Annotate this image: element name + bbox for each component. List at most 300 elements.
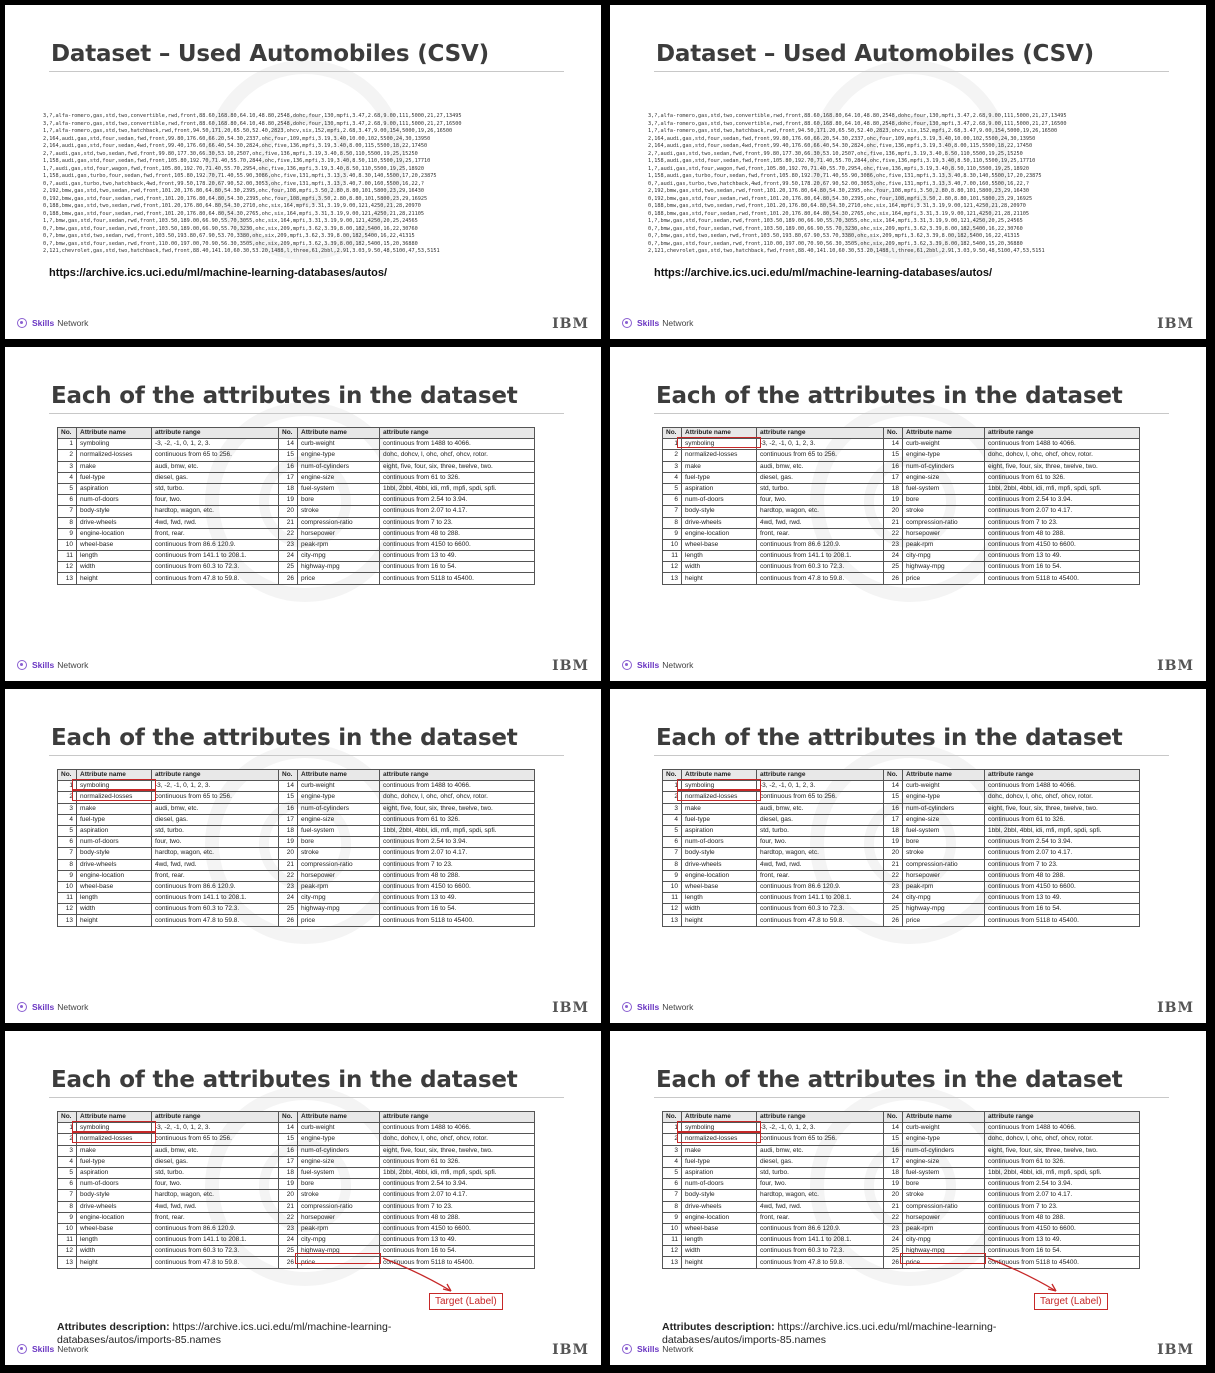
dataset-url[interactable]: https://archive.ics.uci.edu/ml/machine-learning-databases/autos/: [654, 267, 993, 279]
table-cell: peak-rpm: [298, 539, 380, 550]
table-cell: 7: [663, 506, 682, 517]
table-cell: horsepower: [903, 1212, 985, 1223]
table-cell: 10: [58, 1223, 77, 1234]
table-cell: continuous from 48 to 288.: [380, 1212, 535, 1223]
table-cell: 19: [884, 495, 903, 506]
table-cell: 16: [279, 1145, 298, 1156]
table-cell: 4wd, fwd, rwd.: [757, 1201, 884, 1212]
highlight-box: [72, 1132, 156, 1143]
table-cell: continuous from 60.3 to 72.3.: [152, 1246, 279, 1257]
table-cell: wheel-base: [77, 1223, 152, 1234]
table-cell: curb-weight: [298, 781, 380, 792]
table-cell: 15: [884, 792, 903, 803]
table-cell: continuous from 2.54 to 3.94.: [985, 495, 1140, 506]
table-row: [58, 870, 535, 881]
table-cell: continuous from 47.8 to 59.8.: [152, 1257, 279, 1268]
table-cell: symboling: [682, 1123, 757, 1134]
table-cell: 4: [663, 472, 682, 483]
table-cell: continuous from 61 to 326.: [380, 814, 535, 825]
table-cell: continuous from 4150 to 6600.: [985, 1223, 1140, 1234]
brand-rest: Network: [57, 1002, 89, 1012]
table-cell: engine-type: [298, 450, 380, 461]
table-cell: num-of-doors: [682, 837, 757, 848]
table-row: [663, 461, 1140, 472]
brand-bold: Skills: [637, 660, 660, 670]
ibm-logo: IBM: [552, 1342, 589, 1358]
description-label: Attributes description:: [662, 1321, 775, 1333]
table-row: [663, 562, 1140, 573]
brand-rest: Network: [662, 1002, 694, 1012]
table-cell: 12: [58, 562, 77, 573]
table-cell: 7: [58, 506, 77, 517]
table-cell: curb-weight: [298, 439, 380, 450]
table-cell: 1: [663, 1123, 682, 1134]
table-cell: stroke: [298, 1190, 380, 1201]
table-cell: symboling: [682, 781, 757, 792]
table-cell: continuous from 141.1 to 208.1.: [757, 893, 884, 904]
table-cell: diesel, gas.: [152, 472, 279, 483]
table-cell: std, turbo.: [757, 483, 884, 494]
skills-network-logo-icon: [17, 1002, 27, 1012]
table-cell: continuous from 1488 to 4066.: [380, 1123, 535, 1134]
table-cell: 6: [663, 837, 682, 848]
table-cell: bore: [298, 837, 380, 848]
table-cell: 9: [58, 1212, 77, 1223]
column-header: No.: [279, 1112, 298, 1123]
table-cell: continuous from 16 to 54.: [985, 562, 1140, 573]
title-rule: [49, 413, 564, 414]
table-cell: 11: [663, 1235, 682, 1246]
table-cell: fuel-system: [903, 825, 985, 836]
table-cell: peak-rpm: [903, 881, 985, 892]
table-cell: body-style: [682, 1190, 757, 1201]
table-cell: continuous from 86.6 120.9.: [152, 539, 279, 550]
table-cell: four, two.: [757, 837, 884, 848]
table-cell: make: [682, 461, 757, 472]
column-header: No.: [884, 770, 903, 781]
table-cell: dohc, dohcv, l, ohc, ohcf, ohcv, rotor.: [985, 1134, 1140, 1145]
table-cell: 1: [663, 781, 682, 792]
table-cell: 4: [58, 1156, 77, 1167]
table-cell: 24: [279, 551, 298, 562]
table-cell: continuous from 61 to 326.: [380, 472, 535, 483]
table-cell: num-of-doors: [77, 495, 152, 506]
table-cell: price: [298, 573, 380, 584]
table-cell: make: [77, 803, 152, 814]
column-header: attribute range: [985, 770, 1140, 781]
skills-network-brand: [17, 660, 88, 670]
table-row: [58, 573, 535, 584]
csv-sample: 3,?,alfa-romero,gas,std,two,convertible,rwd,front,88.60,168.80,64.10,48.80,2548,dohc,four,130,mpfi,3.47,2.68,9.00,111,5000,21,27,13495 3,?,alfa-romero,gas,std,two,convertible,rwd,front,88.60,168.80,64.10,48.80,2548,dohc,four,130,mpfi,3.47,2.68,9.00,111,5000,21,27,16500 1,?,alfa-romero,gas,std,two,hatchback,rwd,front,94.50,171.20,65.50,52.40,2823,ohcv,six,152,mpfi,2.68,3.47,9.00,154,5000,19,26,16500 2,164,audi,gas,std,four,sedan,fwd,front,99.80,176.60,66.20,54.30,2337,ohc,four,109,mpfi,3.19,3.40,10.00,102,5500,24,30,13950 2,164,audi,gas,std,four,sedan,4wd,front,99.40,176.60,66.40,54.30,2824,ohc,five,136,mpfi,3.19,3.40,8.00,115,5500,18,22,17450 2,?,audi,gas,std,two,sedan,fwd,front,99.80,177.30,66.30,53.10,2507,ohc,five,136,mpfi,3.19,3.40,8.50,110,5500,19,25,15250 1,158,audi,gas,std,four,sedan,fwd,front,105.80,192.70,71.40,55.70,2844,ohc,five,136,mpfi,3.19,3.40,8.50,110,5500,19,25,17710 1,?,audi,gas,std,four,wagon,fwd,front,105.80,192.70,71.40,55.70,2954,ohc,five,136,mpfi,3.19,3.40,8.50,110,5500,19,25,18920 1,158,audi,gas,turbo,four,sedan,fwd,front,105.80,192.70,71.40,55.90,3086,ohc,five,131,mpfi,3.13,3.40,8.30,140,5500,17,20,23875 0,?,audi,gas,turbo,two,hatchback,4wd,front,99.50,178.20,67.90,52.00,3053,ohc,five,131,mpfi,3.13,3.40,7.00,160,5500,16,22,? 2,192,bmw,gas,std,two,sedan,rwd,front,101.20,176.80,64.80,54.30,2395,ohc,four,108,mpfi,3.50,2.80,8.80,101,5800,23,29,16430 0,192,bmw,gas,std,four,sedan,rwd,front,101.20,176.80,64.80,54.30,2395,ohc,four,108,mpfi,3.50,2.80,8.80,101,5800,23,29,16925 0,188,bmw,gas,std,two,sedan,rwd,front,101.20,176.80,64.80,54.30,2710,ohc,six,164,mpfi,3.31,3.19,9.00,121,4250,21,28,20970 0,188,bmw,gas,std,four,sedan,rwd,front,101.20,176.80,64.80,54.30,2765,ohc,six,164,mpfi,3.31,3.19,9.00,121,4250,21,28,21105 1,?,bmw,gas,std,four,sedan,rwd,front,103.50,189.00,66.90,55.70,3055,ohc,six,164,mpfi,3.31,3.19,9.00,121,4250,20,25,24565 0,?,bmw,gas,std,four,sedan,rwd,front,103.50,189.00,66.90,55.70,3230,ohc,six,209,mpfi,3.62,3.39,8.00,182,5400,16,22,30760 0,?,bmw,gas,std,two,sedan,rwd,front,103.50,193.80,67.90,53.70,3380,ohc,six,209,mpfi,3.62,3.39,8.00,182,5400,16,22,41315 0,?,bmw,gas,std,four,sedan,rwd,front,110.00,197.00,70.90,56.30,3505,ohc,six,209,mpfi,3.62,3.39,8.00,182,5400,15,20,36880 2,121,chevrolet,gas,std,two,hatchback,fwd,front,88.40,141.10,60.30,53.20,1488,l,three,61,2bbl,2.91,3.03,9.50,48,5100,47,53,5151: [43, 113, 462, 254]
table-cell: fuel-system: [298, 825, 380, 836]
table-cell: 11: [663, 551, 682, 562]
table-cell: continuous from 7 to 23.: [985, 517, 1140, 528]
table-cell: 19: [279, 837, 298, 848]
table-cell: highway-mpg: [298, 1246, 380, 1257]
table-cell: 12: [663, 904, 682, 915]
table-cell: 12: [58, 1246, 77, 1257]
table-cell: continuous from 86.6 120.9.: [757, 539, 884, 550]
table-cell: engine-size: [903, 1156, 985, 1167]
table-cell: 25: [279, 1246, 298, 1257]
table-cell: 1bbl, 2bbl, 4bbl, idi, mfi, mpfi, spdi, spfi.: [985, 483, 1140, 494]
table-header-row: [58, 428, 535, 439]
table-cell: four, two.: [757, 1179, 884, 1190]
table-cell: height: [682, 573, 757, 584]
table-cell: dohc, dohcv, l, ohc, ohcf, ohcv, rotor.: [985, 792, 1140, 803]
table-cell: 13: [58, 573, 77, 584]
table-cell: fuel-type: [682, 814, 757, 825]
table-cell: bore: [298, 495, 380, 506]
table-cell: 7: [663, 848, 682, 859]
slide-3: [5, 347, 601, 681]
table-row: [58, 1156, 535, 1167]
table-cell: four, two.: [757, 495, 884, 506]
target-label-box: Target (Label): [429, 1293, 503, 1310]
table-cell: 20: [884, 1190, 903, 1201]
table-cell: 1: [58, 1123, 77, 1134]
ibm-logo: IBM: [1157, 1342, 1194, 1358]
title-rule: [654, 413, 1169, 414]
table-cell: continuous from 4150 to 6600.: [380, 539, 535, 550]
table-cell: city-mpg: [903, 551, 985, 562]
table-cell: 2: [58, 450, 77, 461]
table-cell: continuous from 4150 to 6600.: [985, 881, 1140, 892]
table-row: [663, 881, 1140, 892]
table-cell: compression-ratio: [298, 1201, 380, 1212]
table-cell: 18: [884, 1167, 903, 1178]
table-cell: 1: [58, 439, 77, 450]
table-row: [663, 814, 1140, 825]
column-header: No.: [663, 428, 682, 439]
table-cell: front, rear.: [152, 1212, 279, 1223]
table-cell: width: [682, 562, 757, 573]
table-cell: engine-size: [298, 1156, 380, 1167]
table-cell: normalized-losses: [682, 1134, 757, 1145]
table-cell: engine-type: [298, 1134, 380, 1145]
brand-bold: Skills: [637, 318, 660, 328]
table-cell: 26: [884, 915, 903, 926]
table-cell: 21: [884, 517, 903, 528]
table-cell: stroke: [298, 848, 380, 859]
table-cell: 22: [884, 870, 903, 881]
table-cell: continuous from 16 to 54.: [380, 562, 535, 573]
table-cell: 22: [884, 528, 903, 539]
table-cell: 11: [58, 1235, 77, 1246]
table-cell: continuous from 65 to 256.: [152, 1134, 279, 1145]
title-rule: [49, 71, 564, 72]
highlight-box: [72, 790, 156, 801]
table-cell: normalized-losses: [682, 792, 757, 803]
table-cell: std, turbo.: [757, 825, 884, 836]
table-cell: length: [682, 893, 757, 904]
table-cell: continuous from 5118 to 45400.: [380, 1257, 535, 1268]
table-cell: 10: [58, 881, 77, 892]
table-cell: highway-mpg: [298, 562, 380, 573]
table-cell: price: [903, 915, 985, 926]
table-cell: four, two.: [152, 837, 279, 848]
table-cell: symboling: [77, 1123, 152, 1134]
table-cell: bore: [903, 1179, 985, 1190]
table-cell: compression-ratio: [298, 517, 380, 528]
table-cell: drive-wheels: [77, 859, 152, 870]
table-cell: diesel, gas.: [757, 472, 884, 483]
table-cell: num-of-doors: [77, 1179, 152, 1190]
table-cell: symboling: [77, 439, 152, 450]
table-cell: continuous from 2.54 to 3.94.: [380, 837, 535, 848]
skills-network-logo-icon: [17, 318, 27, 328]
table-cell: 6: [663, 495, 682, 506]
table-cell: audi, bmw, etc.: [757, 1145, 884, 1156]
column-header: No.: [58, 428, 77, 439]
table-cell: 3: [58, 803, 77, 814]
table-cell: continuous from 13 to 49.: [985, 1235, 1140, 1246]
table-cell: body-style: [77, 1190, 152, 1201]
highlight-box: [677, 1121, 761, 1132]
table-cell: width: [682, 904, 757, 915]
slide-title: Each of the attributes in the dataset: [51, 725, 518, 751]
table-cell: compression-ratio: [903, 1201, 985, 1212]
description-url[interactable]: https://archive.ics.uci.edu/ml/machine-learning-databases/autos/imports-85.names: [662, 1321, 997, 1346]
table-cell: std, turbo.: [757, 1167, 884, 1178]
table-cell: 26: [884, 1257, 903, 1268]
column-header: No.: [279, 770, 298, 781]
slide-title: Dataset – Used Automobiles (CSV): [51, 41, 489, 67]
table-cell: 17: [884, 1156, 903, 1167]
table-cell: stroke: [903, 1190, 985, 1201]
brand-bold: Skills: [32, 1344, 55, 1354]
table-cell: -3, -2, -1, 0, 1, 2, 3.: [152, 439, 279, 450]
table-cell: 4: [58, 814, 77, 825]
table-cell: continuous from 5118 to 45400.: [985, 1257, 1140, 1268]
column-header: attribute range: [985, 1112, 1140, 1123]
table-cell: 13: [663, 573, 682, 584]
table-cell: 8: [663, 1201, 682, 1212]
table-cell: continuous from 65 to 256.: [757, 1134, 884, 1145]
table-cell: 6: [58, 837, 77, 848]
table-cell: continuous from 16 to 54.: [380, 1246, 535, 1257]
skills-network-brand: [622, 318, 693, 328]
table-cell: num-of-doors: [77, 837, 152, 848]
table-cell: continuous from 47.8 to 59.8.: [757, 915, 884, 926]
column-header: No.: [58, 770, 77, 781]
slide-title: Each of the attributes in the dataset: [51, 383, 518, 409]
table-cell: continuous from 7 to 23.: [985, 1201, 1140, 1212]
table-cell: 14: [884, 439, 903, 450]
slide-title: Each of the attributes in the dataset: [656, 1067, 1123, 1093]
table-cell: 8: [663, 517, 682, 528]
table-cell: 3: [663, 461, 682, 472]
table-cell: diesel, gas.: [757, 814, 884, 825]
table-cell: normalized-losses: [77, 1134, 152, 1145]
table-row: [58, 915, 535, 926]
table-cell: hardtop, wagon, etc.: [152, 506, 279, 517]
table-row: [58, 1167, 535, 1178]
skills-network-logo-icon: [17, 1344, 27, 1354]
table-cell: 18: [884, 825, 903, 836]
table-cell: 15: [884, 450, 903, 461]
table-cell: 26: [884, 573, 903, 584]
table-cell: num-of-cylinders: [903, 1145, 985, 1156]
column-header: Attribute name: [682, 1112, 757, 1123]
table-cell: 2: [58, 792, 77, 803]
table-row: [58, 904, 535, 915]
table-cell: std, turbo.: [152, 1167, 279, 1178]
brand-rest: Network: [662, 660, 694, 670]
table-row: [663, 517, 1140, 528]
table-cell: height: [682, 1257, 757, 1268]
brand-bold: Skills: [32, 1002, 55, 1012]
table-cell: num-of-cylinders: [298, 461, 380, 472]
table-cell: aspiration: [77, 1167, 152, 1178]
table-cell: 25: [279, 562, 298, 573]
table-cell: 13: [58, 1257, 77, 1268]
table-cell: continuous from 16 to 54.: [985, 1246, 1140, 1257]
brand-rest: Network: [57, 318, 89, 328]
table-cell: continuous from 86.6 120.9.: [757, 881, 884, 892]
table-row: [58, 517, 535, 528]
table-cell: horsepower: [298, 528, 380, 539]
table-cell: length: [682, 1235, 757, 1246]
table-cell: diesel, gas.: [757, 1156, 884, 1167]
table-cell: wheel-base: [682, 881, 757, 892]
table-cell: highway-mpg: [903, 562, 985, 573]
column-header: No.: [663, 1112, 682, 1123]
table-cell: continuous from 48 to 288.: [380, 870, 535, 881]
table-cell: fuel-system: [903, 1167, 985, 1178]
table-cell: price: [903, 1257, 985, 1268]
table-cell: 4wd, fwd, rwd.: [757, 517, 884, 528]
table-cell: 19: [884, 837, 903, 848]
table-cell: continuous from 65 to 256.: [152, 450, 279, 461]
skills-network-logo-icon: [622, 1344, 632, 1354]
skills-network-brand: [622, 1002, 693, 1012]
table-row: [663, 495, 1140, 506]
table-cell: 5: [663, 483, 682, 494]
slide-6: [610, 689, 1206, 1023]
column-header: Attribute name: [903, 428, 985, 439]
table-cell: continuous from 2.07 to 4.17.: [380, 506, 535, 517]
table-cell: continuous from 141.1 to 208.1.: [152, 1235, 279, 1246]
table-cell: price: [903, 573, 985, 584]
table-cell: 3: [58, 461, 77, 472]
column-header: Attribute name: [298, 428, 380, 439]
table-cell: engine-location: [77, 870, 152, 881]
table-cell: compression-ratio: [298, 859, 380, 870]
table-cell: continuous from 2.54 to 3.94.: [985, 837, 1140, 848]
column-header: Attribute name: [682, 428, 757, 439]
table-cell: bore: [903, 837, 985, 848]
table-cell: 14: [279, 781, 298, 792]
table-cell: aspiration: [682, 1167, 757, 1178]
table-cell: height: [77, 573, 152, 584]
table-cell: drive-wheels: [682, 859, 757, 870]
table-cell: city-mpg: [903, 1235, 985, 1246]
table-cell: fuel-type: [77, 472, 152, 483]
table-cell: 8: [58, 859, 77, 870]
table-row: [663, 1179, 1140, 1190]
table-cell: 22: [279, 870, 298, 881]
title-rule: [49, 1097, 564, 1098]
column-header: Attribute name: [903, 770, 985, 781]
highlight-box: [677, 779, 761, 790]
table-cell: bore: [903, 495, 985, 506]
table-row: [58, 1179, 535, 1190]
table-cell: fuel-type: [682, 472, 757, 483]
table-row: [58, 528, 535, 539]
table-cell: body-style: [77, 506, 152, 517]
table-cell: 19: [884, 1179, 903, 1190]
table-cell: 9: [663, 1212, 682, 1223]
table-cell: -3, -2, -1, 0, 1, 2, 3.: [152, 1123, 279, 1134]
table-cell: num-of-doors: [682, 495, 757, 506]
table-cell: 24: [279, 893, 298, 904]
dataset-url[interactable]: https://archive.ics.uci.edu/ml/machine-learning-databases/autos/: [49, 267, 388, 279]
table-cell: 3: [663, 1145, 682, 1156]
table-cell: continuous from 7 to 23.: [380, 1201, 535, 1212]
table-cell: body-style: [682, 506, 757, 517]
table-cell: drive-wheels: [77, 517, 152, 528]
table-cell: make: [77, 461, 152, 472]
table-cell: continuous from 2.07 to 4.17.: [985, 848, 1140, 859]
table-cell: 20: [279, 506, 298, 517]
table-row: [58, 814, 535, 825]
table-cell: engine-location: [682, 870, 757, 881]
table-cell: continuous from 1488 to 4066.: [985, 781, 1140, 792]
table-cell: continuous from 61 to 326.: [985, 814, 1140, 825]
table-cell: audi, bmw, etc.: [757, 461, 884, 472]
table-cell: 18: [279, 483, 298, 494]
column-header: Attribute name: [77, 428, 152, 439]
target-label-box: Target (Label): [1034, 1293, 1108, 1310]
highlight-box: [72, 1121, 156, 1132]
table-cell: peak-rpm: [903, 539, 985, 550]
table-cell: engine-size: [298, 472, 380, 483]
column-header: attribute range: [152, 770, 279, 781]
table-cell: peak-rpm: [298, 1223, 380, 1234]
table-cell: 18: [279, 825, 298, 836]
table-cell: engine-size: [903, 814, 985, 825]
table-cell: 16: [884, 461, 903, 472]
table-cell: continuous from 86.6 120.9.: [152, 881, 279, 892]
table-cell: continuous from 16 to 54.: [985, 904, 1140, 915]
table-cell: continuous from 47.8 to 59.8.: [757, 1257, 884, 1268]
table-cell: continuous from 5118 to 45400.: [985, 573, 1140, 584]
ibm-logo: IBM: [552, 1000, 589, 1016]
table-cell: num-of-doors: [682, 1179, 757, 1190]
skills-network-brand: [622, 1344, 693, 1354]
table-cell: continuous from 65 to 256.: [152, 792, 279, 803]
table-cell: width: [682, 1246, 757, 1257]
table-cell: continuous from 141.1 to 208.1.: [152, 551, 279, 562]
table-cell: 4: [663, 1156, 682, 1167]
table-cell: 3: [58, 1145, 77, 1156]
description-url[interactable]: https://archive.ics.uci.edu/ml/machine-learning-databases/autos/imports-85.names: [57, 1321, 392, 1346]
table-cell: eight, five, four, six, three, twelve, two.: [985, 1145, 1140, 1156]
table-cell: continuous from 141.1 to 208.1.: [757, 551, 884, 562]
table-cell: symboling: [77, 781, 152, 792]
table-cell: continuous from 61 to 326.: [985, 1156, 1140, 1167]
table-row: [58, 837, 535, 848]
table-cell: std, turbo.: [152, 483, 279, 494]
table-cell: audi, bmw, etc.: [152, 803, 279, 814]
table-cell: city-mpg: [298, 893, 380, 904]
table-cell: 2: [663, 792, 682, 803]
slide-2: [610, 5, 1206, 339]
table-cell: dohc, dohcv, l, ohc, ohcf, ohcv, rotor.: [380, 1134, 535, 1145]
table-row: [663, 904, 1140, 915]
table-cell: 13: [58, 915, 77, 926]
